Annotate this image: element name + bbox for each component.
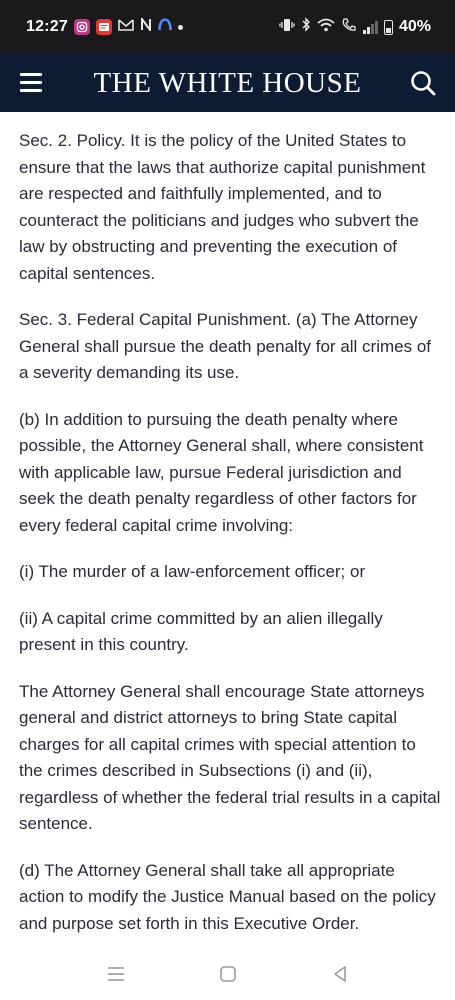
status-left (26, 18, 183, 36)
more-notifications-icon (178, 25, 183, 30)
navigation-bar (0, 948, 455, 1000)
site-header (0, 54, 455, 112)
n-icon (140, 18, 152, 36)
paragraph-state-charges: The Attorney General shall encourage State attorneys general and district attorneys to bring State capital charges for all capital crimes with special attention to the crimes described in Subsections (i) and (ii), regardless of whether the federal trial results in a capital sentence. (19, 681, 441, 833)
paragraph-sec-2: Sec. 2. Policy. It is the policy of the United States to ensure that the laws that authorize capital punishment are respected and faithfully implemented, and to counteract the politicians and judges who subvert the law by obstructing and preventing the execution of capital sentences. (19, 131, 426, 283)
vibrate-icon (279, 18, 295, 37)
paragraph-item-i: (i) The murder of a law-enforcement officer; or (19, 562, 366, 581)
status-time: 12:27 (26, 18, 68, 35)
paragraph-sec-3d: (d) The Attorney General shall take all appropriate action to modify the Justice Manual based on the policy and purpose set forth in this Executive Order. (19, 860, 436, 933)
home-icon (216, 962, 240, 986)
paragraph-item-ii: (ii) A capital crime committed by an alien illegally present in this country. (19, 608, 383, 654)
wifi-icon (317, 18, 335, 37)
hamburger-icon-line (20, 81, 42, 84)
paragraph-sec-3a: Sec. 3. Federal Capital Punishment. (a) The Attorney General shall pursue the death penalty for all crimes of a severity demanding its use. (19, 310, 432, 382)
back-icon (328, 962, 352, 986)
bluetooth-icon (301, 17, 311, 37)
gmail-icon (118, 18, 134, 36)
battery-icon (384, 20, 393, 35)
instagram-icon (74, 19, 90, 35)
status-bar (0, 0, 455, 54)
recent-apps-icon (104, 962, 128, 986)
wifi-calling-icon (341, 17, 357, 37)
menu-button[interactable] (20, 73, 44, 93)
app-icon (158, 18, 172, 36)
signal-icon (363, 20, 378, 34)
hamburger-icon-line (20, 89, 42, 92)
search-button[interactable] (409, 69, 437, 97)
status-right (279, 17, 431, 37)
battery-level: 40% (398, 18, 431, 35)
news-icon (96, 19, 112, 35)
recent-apps-button[interactable] (104, 962, 128, 986)
site-title[interactable]: THE WHITE HOUSE (93, 66, 362, 99)
article-content (19, 128, 441, 957)
home-button[interactable] (216, 962, 240, 986)
search-icon (409, 69, 437, 97)
hamburger-icon (20, 73, 42, 76)
paragraph-sec-3b: (b) In addition to pursuing the death penalty where possible, the Attorney General shall, where consistent with applicable law, pursue Federal jurisdiction and seek the death penalty regardless of other factors for every federal capital crime involving: (19, 409, 424, 535)
back-button[interactable] (328, 962, 352, 986)
